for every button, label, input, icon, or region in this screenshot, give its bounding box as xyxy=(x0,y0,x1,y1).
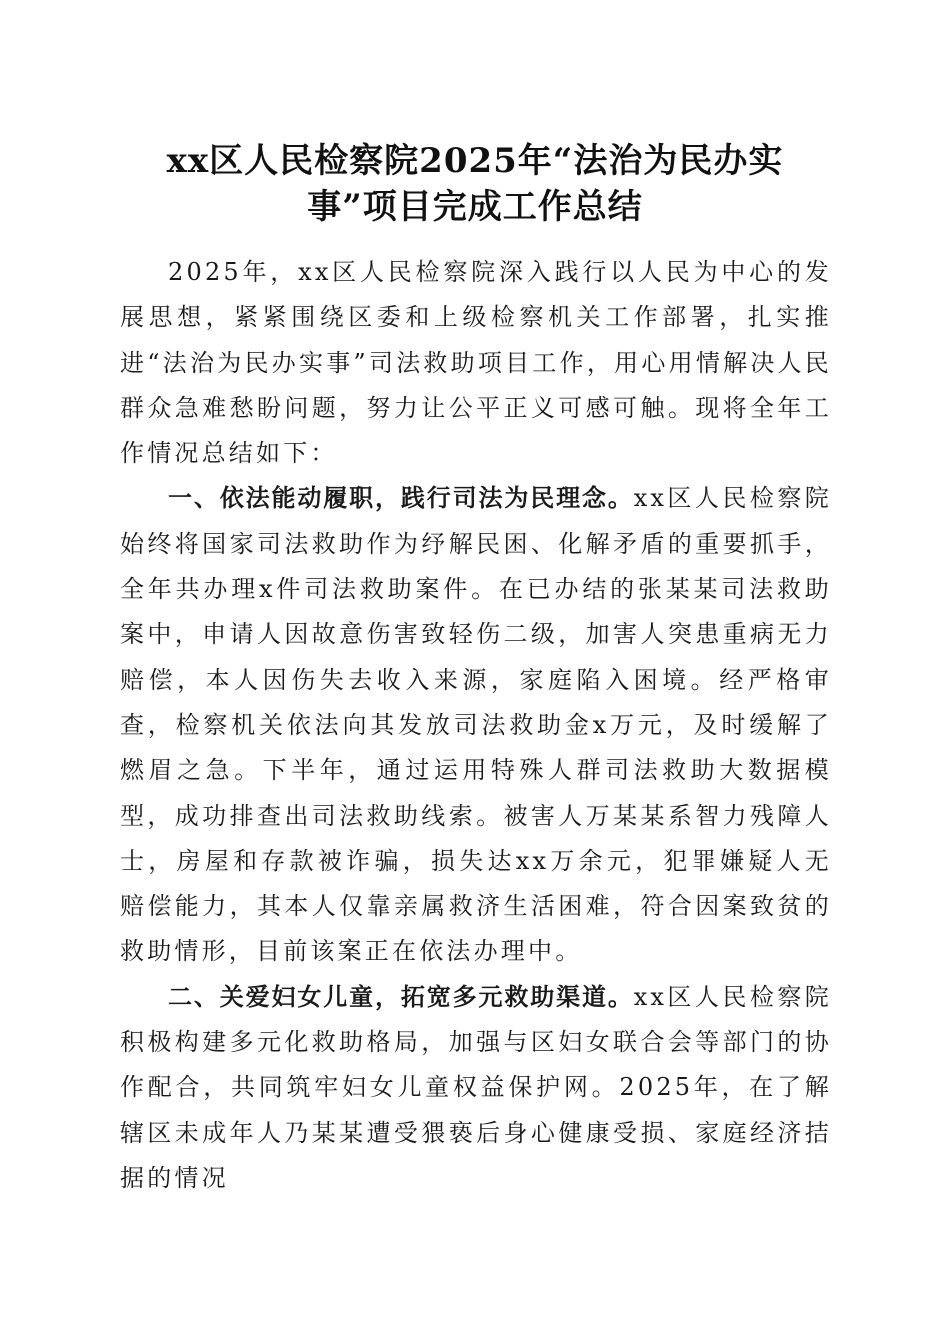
section-2-paragraph xyxy=(120,975,832,1201)
title-line-2: 事”项目完成工作总结 xyxy=(307,187,643,227)
section-1-heading: 一、依法能动履职，践行司法为民理念。 xyxy=(168,484,634,513)
section-1-paragraph xyxy=(120,476,832,974)
section-2-heading: 二、关爱妇女儿童，拓宽多元救助渠道。 xyxy=(168,982,634,1011)
section-1-text: xx区人民检察院始终将国家司法救助作为纾解民困、化解矛盾的重要抓手，全年共办理x件司法救助案件。在已办结的张某某司法救助案中，申请人因故意伤害致轻伤二级，加害人突患重病无力赔偿，本人因伤失去收入来源，家庭陷入困境。经严格审查，检察机关依法向其发放司法救助金x万元，及时缓解了燃眉之急。下半年，通过运用特殊人群司法救助大数据模型，成功排查出司法救助线索。被害人万某某系智力残障人士，房屋和存款被诈骗，损失达xx万余元，犯罪嫌疑人无赔偿能力，其本人仅靠亲属救济生活困难，符合因案致贫的救助情形，目前该案正在依法办理中。 xyxy=(120,484,832,966)
title-line-1: xx区人民检察院2025年“法治为民办实 xyxy=(166,141,784,181)
document-title xyxy=(100,138,850,230)
intro-paragraph: 2025年，xx区人民检察院深入践行以人民为中心的发展思想，紧紧围绕区委和上级检察机关工作部署，扎实推进“法治为民办实事”司法救助项目工作，用心用情解决人民群众急难愁盼问题，努力让公平正义可感可触。现将全年工作情况总结如下： xyxy=(120,258,832,468)
document-body xyxy=(120,250,832,1201)
section-2-text: xx区人民检察院积极构建多元化救助格局，加强与区妇女联合会等部门的协作配合，共同筑牢妇女儿童权益保护网。2025年，在了解辖区未成年人乃某某遭受猥亵后身心健康受损、家庭经济拮据的情况 xyxy=(120,982,832,1192)
